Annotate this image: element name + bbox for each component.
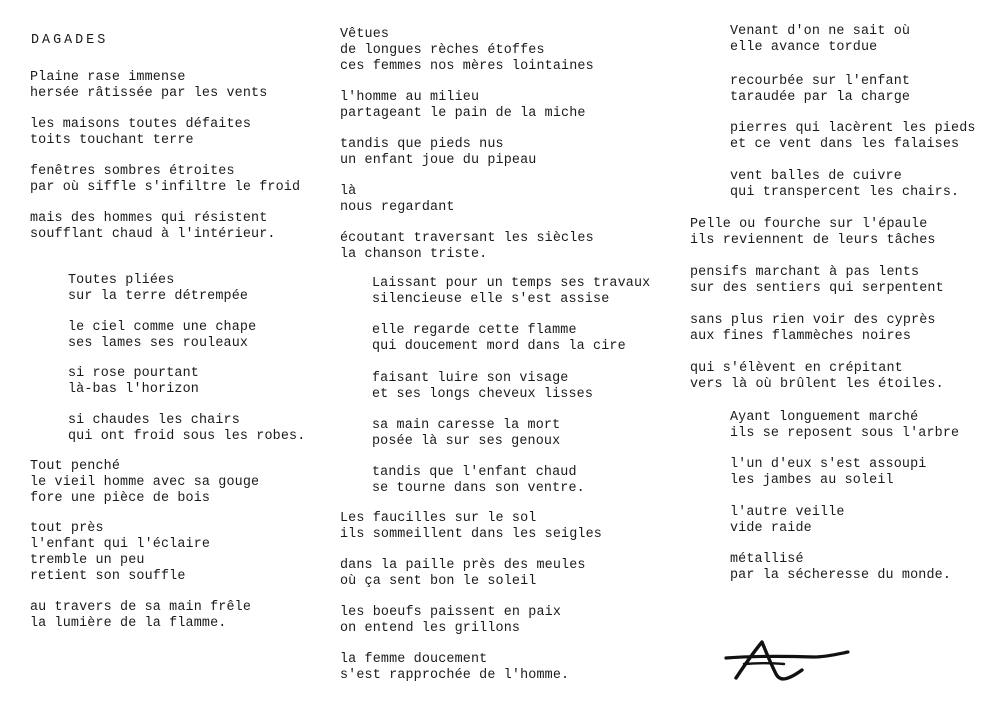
- verse-line: Vêtues: [340, 27, 390, 42]
- verse-line: Ayant longuement marché: [730, 410, 919, 425]
- verse-line: au travers de sa main frêle: [30, 600, 252, 615]
- verse-line: dans la paille près des meules: [340, 558, 586, 573]
- verse-line: on entend les grillons: [340, 621, 521, 636]
- verse-line: posée là sur ses genoux: [372, 434, 561, 449]
- verse-line: vers là où brûlent les étoiles.: [690, 377, 944, 392]
- verse-line: un enfant joue du pipeau: [340, 153, 537, 168]
- verse-line: Toutes pliées: [68, 273, 175, 288]
- verse-line: et ses longs cheveux lisses: [372, 387, 594, 402]
- verse-line: les jambes au soleil: [730, 473, 894, 488]
- verse-line: la chanson triste.: [340, 247, 488, 262]
- verse-line: hersée râtissée par les vents: [30, 86, 268, 101]
- signature-mark: [722, 636, 852, 686]
- verse-line: Les faucilles sur le sol: [340, 511, 537, 526]
- verse-line: toits touchant terre: [30, 133, 194, 148]
- verse-line: mais des hommes qui résistent: [30, 211, 268, 226]
- verse-line: par où siffle s'infiltre le froid: [30, 180, 301, 195]
- verse-line: tandis que l'enfant chaud: [372, 465, 577, 480]
- verse-line: pierres qui lacèrent les pieds: [730, 121, 976, 136]
- verse-line: sur des sentiers qui serpentent: [690, 281, 944, 296]
- verse-line: ils sommeillent dans les seigles: [340, 527, 602, 542]
- verse-line: par la sécheresse du monde.: [730, 568, 952, 583]
- verse-line: tandis que pieds nus: [340, 137, 504, 152]
- verse-line: Laissant pour un temps ses travaux: [372, 276, 651, 291]
- verse-line: si rose pourtant: [68, 366, 199, 381]
- verse-line: vide raide: [730, 521, 812, 536]
- verse-line: elle avance tordue: [730, 40, 878, 55]
- verse-line: vent balles de cuivre: [730, 169, 902, 184]
- verse-line: sur la terre détrempée: [68, 289, 249, 304]
- verse-line: tremble un peu: [30, 553, 145, 568]
- verse-line: fore une pièce de bois: [30, 491, 211, 506]
- verse-line: la femme doucement: [340, 652, 488, 667]
- verse-line: si chaudes les chairs: [68, 413, 240, 428]
- verse-line: la lumière de la flamme.: [30, 616, 227, 631]
- poem-title: DAGADES: [31, 33, 109, 48]
- verse-line: l'enfant qui l'éclaire: [30, 537, 211, 552]
- verse-line: soufflant chaud à l'intérieur.: [30, 227, 276, 242]
- verse-line: faisant luire son visage: [372, 371, 569, 386]
- verse-line: recourbée sur l'enfant: [730, 74, 911, 89]
- verse-line: où ça sent bon le soleil: [340, 574, 537, 589]
- verse-line: le ciel comme une chape: [68, 320, 257, 335]
- verse-line: les maisons toutes défaites: [30, 117, 252, 132]
- verse-line: silencieuse elle s'est assise: [372, 292, 610, 307]
- verse-line: aux fines flammèches noires: [690, 329, 912, 344]
- verse-line: là: [340, 184, 357, 199]
- verse-line: ces femmes nos mères lointaines: [340, 59, 594, 74]
- verse-line: ils reviennent de leurs tâches: [690, 233, 936, 248]
- verse-line: tout près: [30, 521, 104, 536]
- verse-line: qui doucement mord dans la cire: [372, 339, 626, 354]
- verse-line: ses lames ses rouleaux: [68, 336, 249, 351]
- verse-line: ils se reposent sous l'arbre: [730, 426, 960, 441]
- verse-line: l'homme au milieu: [340, 90, 480, 105]
- verse-line: l'autre veille: [730, 505, 845, 520]
- verse-line: qui ont froid sous les robes.: [68, 429, 306, 444]
- verse-line: l'un d'eux s'est assoupi: [730, 457, 927, 472]
- verse-line: se tourne dans son ventre.: [372, 481, 585, 496]
- verse-line: les boeufs paissent en paix: [340, 605, 562, 620]
- verse-line: métallisé: [730, 552, 804, 567]
- verse-line: Plaine rase immense: [30, 70, 186, 85]
- verse-line: elle regarde cette flamme: [372, 323, 577, 338]
- verse-line: sans plus rien voir des cyprès: [690, 313, 936, 328]
- verse-line: s'est rapprochée de l'homme.: [340, 668, 570, 683]
- verse-line: pensifs marchant à pas lents: [690, 265, 920, 280]
- verse-line: de longues rèches étoffes: [340, 43, 545, 58]
- verse-line: sa main caresse la mort: [372, 418, 561, 433]
- verse-line: là-bas l'horizon: [68, 382, 199, 397]
- verse-line: qui s'élèvent en crépitant: [690, 361, 903, 376]
- verse-line: Pelle ou fourche sur l'épaule: [690, 217, 928, 232]
- verse-line: partageant le pain de la miche: [340, 106, 586, 121]
- verse-line: taraudée par la charge: [730, 90, 911, 105]
- verse-line: Tout penché: [30, 459, 121, 474]
- verse-line: et ce vent dans les falaises: [730, 137, 960, 152]
- verse-line: retient son souffle: [30, 569, 186, 584]
- verse-line: fenêtres sombres étroites: [30, 164, 235, 179]
- verse-line: Venant d'on ne sait où: [730, 24, 911, 39]
- verse-line: écoutant traversant les siècles: [340, 231, 594, 246]
- verse-line: le vieil homme avec sa gouge: [30, 475, 260, 490]
- verse-line: nous regardant: [340, 200, 455, 215]
- verse-line: qui transpercent les chairs.: [730, 185, 960, 200]
